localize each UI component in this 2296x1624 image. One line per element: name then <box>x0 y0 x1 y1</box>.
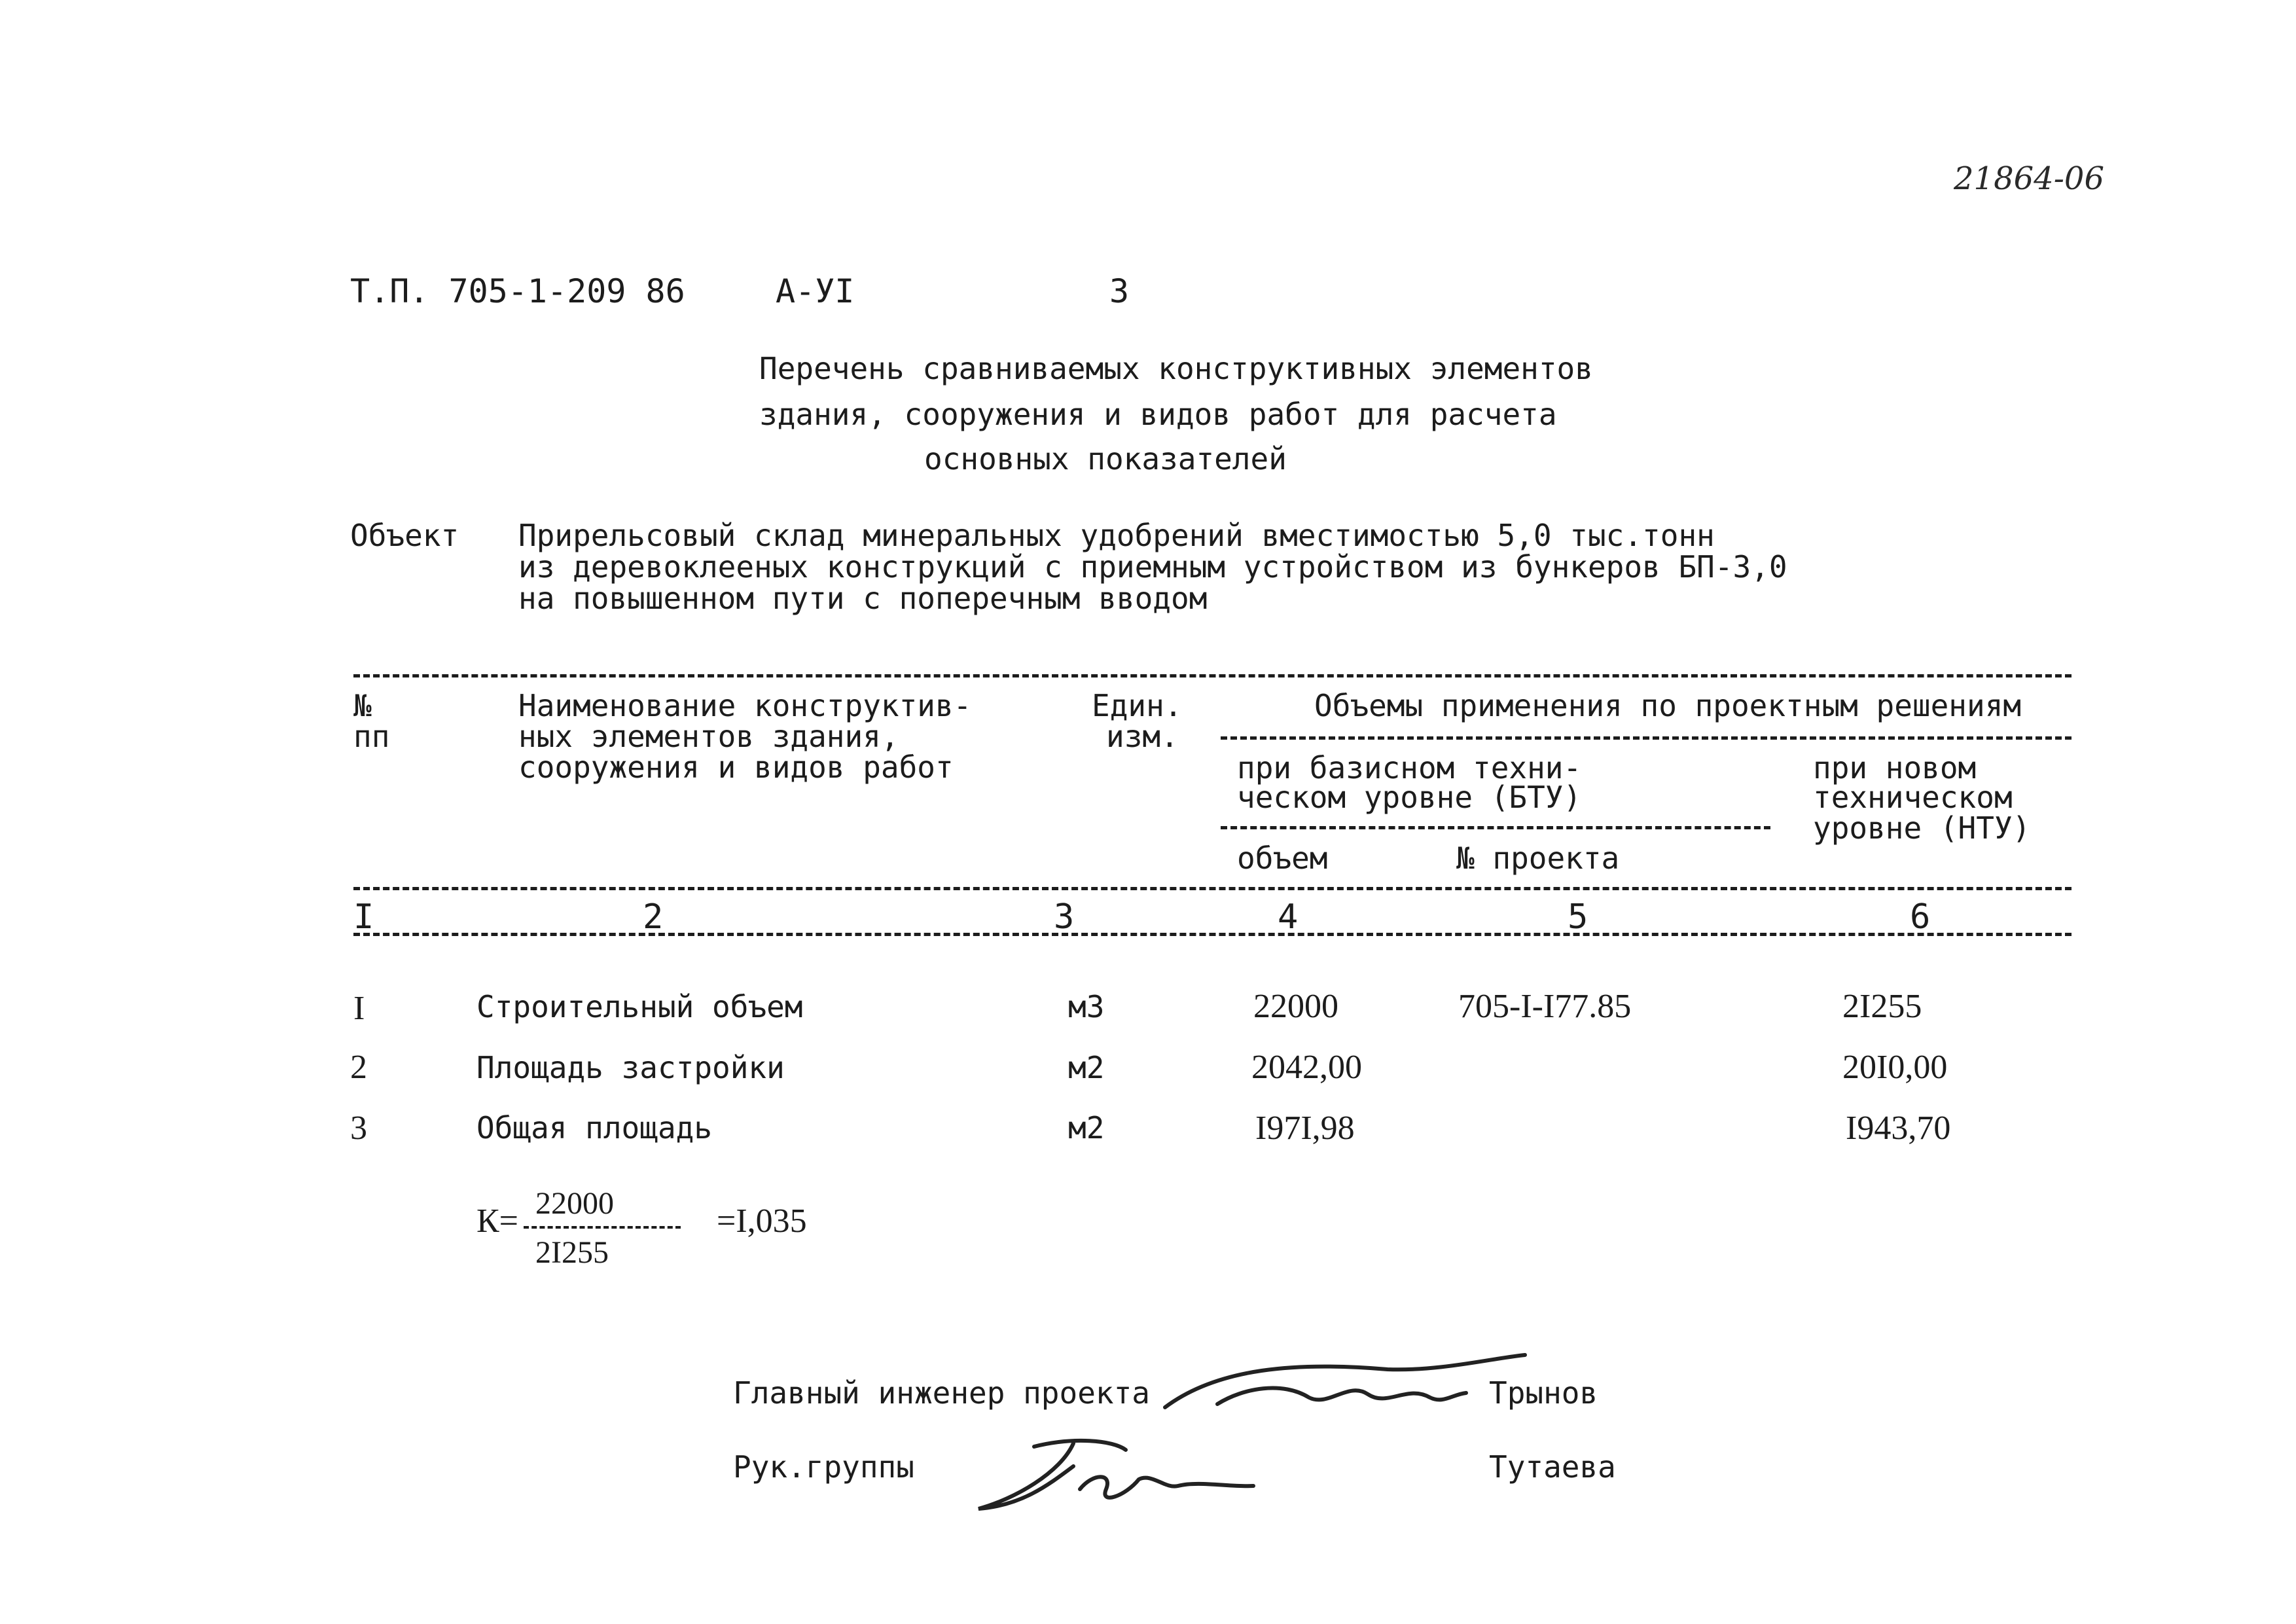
row-number: I <box>353 990 365 1027</box>
project-code: Т.П. 705-1-209 86 <box>350 272 685 310</box>
btu-subrule <box>1221 826 1770 829</box>
header-project-no: № проекта <box>1456 840 1620 876</box>
header-btu-1: при базисном техни- <box>1237 750 1582 785</box>
row-project: 705-I-I77.85 <box>1458 988 1632 1025</box>
column-number: 4 <box>1278 897 1299 937</box>
column-number: I <box>353 897 374 937</box>
row-name: Общая площадь <box>476 1110 713 1146</box>
signature-role: Рук.группы <box>733 1449 914 1485</box>
row-ntu: 2I255 <box>1842 988 1922 1025</box>
row-ntu: I943,70 <box>1846 1110 1951 1147</box>
header-name-2: ных элементов здания, <box>518 719 899 754</box>
column-number: 2 <box>643 897 664 937</box>
column-numbers-rule <box>353 933 2072 936</box>
title-line-3: основных показателей <box>924 441 1287 477</box>
header-bottom-rule <box>353 887 2072 890</box>
header-ntu-1: при новом <box>1813 750 1977 785</box>
header-num-1: № <box>353 688 372 723</box>
formula-result: =I,035 <box>717 1202 807 1240</box>
object-label: Объект <box>350 518 459 553</box>
table-top-rule <box>353 674 2072 677</box>
signature-scribble-group-lead <box>0 0 7 7</box>
object-line-1: Прирельсовый склад минеральных удобрений вместимостью 5,0 тыс.тонн <box>518 518 1715 553</box>
archive-number: 21864-06 <box>1954 160 2104 197</box>
formula-numerator: 22000 <box>535 1186 614 1221</box>
header-volume: объем <box>1237 840 1328 876</box>
column-number: 3 <box>1054 897 1075 937</box>
header-ntu-3: уровне (НТУ) <box>1813 810 2031 846</box>
row-ntu: 20I0,00 <box>1842 1049 1948 1086</box>
row-number: 2 <box>350 1049 367 1086</box>
header-name-1: Наименование конструктив- <box>518 688 972 723</box>
signature-name: Тутаева <box>1489 1449 1616 1485</box>
header-unit-1: Един. <box>1092 688 1183 723</box>
row-unit: м3 <box>1068 989 1105 1024</box>
formula-prefix: К= <box>476 1202 519 1240</box>
fraction-bar <box>524 1226 681 1229</box>
header-volumes: Объемы применения по проектным решениям <box>1314 688 2022 723</box>
object-line-2: из деревоклееных конструкций с приемным устройством из бункеров БП-3,0 <box>518 549 1787 585</box>
album-code: А-УI <box>776 272 855 310</box>
formula-denominator: 2I255 <box>535 1235 609 1270</box>
header-name-3: сооружения и видов работ <box>518 749 954 785</box>
row-volume: 22000 <box>1253 988 1338 1025</box>
row-volume: 2042,00 <box>1251 1049 1362 1086</box>
column-number: 6 <box>1910 897 1931 937</box>
row-name: Площадь застройки <box>476 1050 785 1085</box>
row-unit: м2 <box>1068 1110 1105 1146</box>
title-line-1: Перечень сравниваемых конструктивных элементов <box>759 351 1593 386</box>
header-unit-2: изм. <box>1106 719 1179 754</box>
row-volume: I97I,98 <box>1255 1110 1355 1147</box>
row-name: Строительный объем <box>476 989 803 1024</box>
title-line-2: здания, сооружения и видов работ для расчета <box>759 397 1557 432</box>
page-number: 3 <box>1109 272 1130 310</box>
row-number: 3 <box>350 1110 367 1147</box>
column-number: 5 <box>1568 897 1588 937</box>
signature-name: Трынов <box>1489 1375 1598 1411</box>
header-btu-2: ческом уровне (БТУ) <box>1237 780 1582 815</box>
object-line-3: на повышенном пути с поперечным вводом <box>518 581 1208 616</box>
header-ntu-2: техническом <box>1813 780 2013 815</box>
volumes-subrule <box>1221 736 2072 740</box>
header-num-2: пп <box>353 719 390 754</box>
signature-role: Главный инженер проекта <box>733 1375 1150 1411</box>
row-unit: м2 <box>1068 1050 1105 1085</box>
